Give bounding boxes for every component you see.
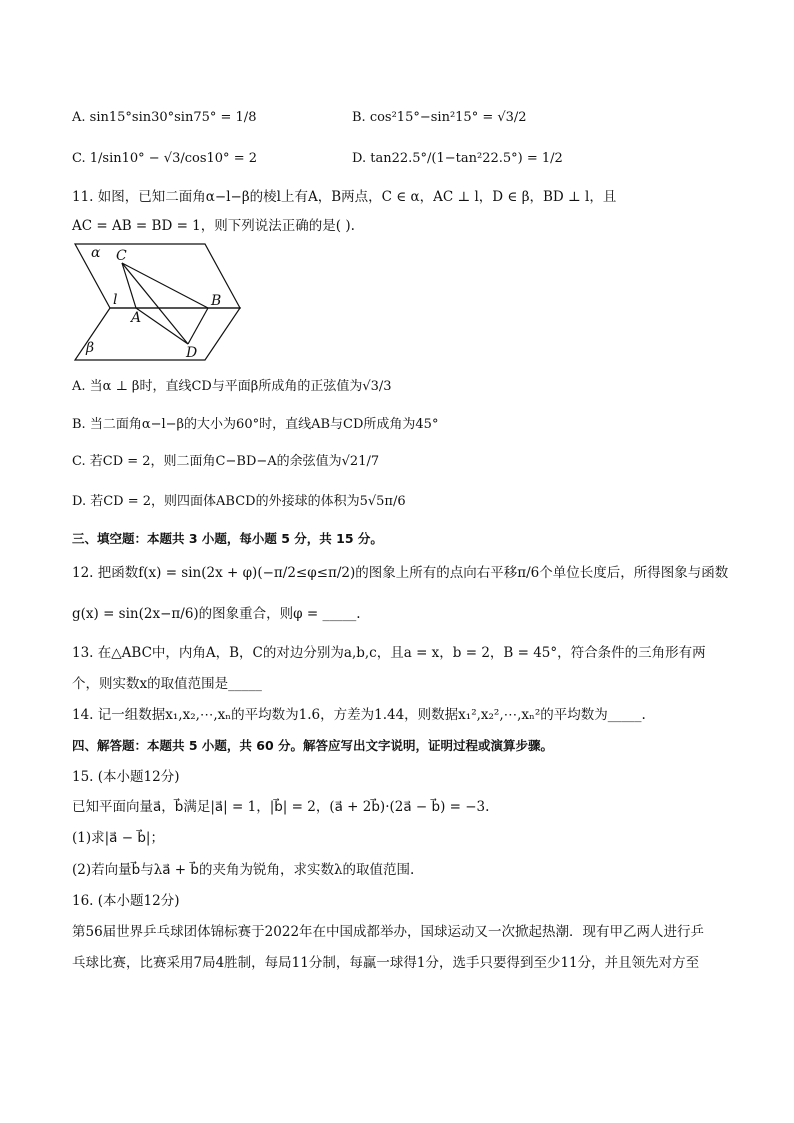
q16-line1: 第56届世界乒乓球团体锦标赛于2022年在中国成都举办，国球运动又一次掀起热潮．现有甲乙两人进行乒 <box>72 924 705 940</box>
q13-line2: 个，则实数x的取值范围是_____ <box>72 676 262 692</box>
q10-option-c: C. 1/sin10° − √3/cos10° = 2 <box>72 151 257 166</box>
section-4-heading: 四、解答题：本题共 5 小题，共 60 分。解答应写出文字说明，证明过程或演算步骤。 <box>72 738 554 753</box>
label-beta: β <box>86 340 95 356</box>
q15-heading: 15. (本小题12分) <box>72 769 180 785</box>
q16-heading: 16. (本小题12分) <box>72 893 180 909</box>
q15-stem: 已知平面向量a⃗，b⃗满足|a⃗| = 1，|b⃗| = 2，(a⃗ + 2b⃗)·(2a⃗ − b⃗) = −3. <box>72 799 490 815</box>
q16-line2: 乓球比赛，比赛采用7局4胜制，每局11分制，每赢一球得1分，选手只要得到至少11分，并且领先对方至 <box>72 955 700 971</box>
q11-option-c: C. 若CD = 2，则二面角C−BD−A的余弦值为√21/7 <box>72 454 380 469</box>
label-alpha: α <box>91 245 101 261</box>
q13-line1: 13. 在△ABC中，内角A，B，C的对边分别为a,b,c，且a = x，b = 2，B = 45°，符合条件的三角形有两 <box>72 645 706 661</box>
plane-beta <box>75 308 240 360</box>
section-3-heading: 三、填空题：本题共 3 小题，每小题 5 分，共 15 分。 <box>72 531 383 546</box>
q11-option-b: B. 当二面角α−l−β的大小为60°时，直线AB与CD所成角为45° <box>72 417 439 432</box>
edge-cb <box>122 263 208 308</box>
q10-option-b: B. cos²15°−sin²15° = √3/2 <box>352 110 527 125</box>
q11-stem-line2: AC = AB = BD = 1，则下列说法正确的是( ). <box>72 218 355 234</box>
label-d: D <box>186 345 198 361</box>
q11-option-d: D. 若CD = 2，则四面体ABCD的外接球的体积为5√5π/6 <box>72 494 406 509</box>
q10-option-d: D. tan22.5°/(1−tan²22.5°) = 1/2 <box>352 151 563 166</box>
edge-cd <box>122 263 188 344</box>
label-l: l <box>113 292 118 308</box>
edge-bd <box>188 308 208 344</box>
q12-line1: 12. 把函数f(x) = sin(2x + φ)(−π/2≤φ≤π/2)的图象上所有的点向右平移π/6个单位长度后，所得图象与函数 <box>72 565 729 581</box>
q10-option-a: A. sin15°sin30°sin75° = 1/8 <box>72 110 257 125</box>
q15-part1: (1)求|a⃗ − b⃗|； <box>72 830 164 846</box>
q12-line2: g(x) = sin(2x−π/6)的图象重合，则φ = _____. <box>72 606 361 622</box>
label-b: B <box>211 293 222 309</box>
q14-line: 14. 记一组数据x₁,x₂,⋯,xₙ的平均数为1.6，方差为1.44，则数据x₁²,x₂²,⋯,xₙ²的平均数为_____. <box>72 707 646 723</box>
label-a: A <box>131 310 142 326</box>
edge-ad <box>136 308 188 344</box>
q15-part2: (2)若向量b⃗与λa⃗ + b⃗的夹角为锐角，求实数λ的取值范围. <box>72 862 415 878</box>
dihedral-angle-figure <box>70 241 246 363</box>
label-c: C <box>116 248 127 264</box>
q11-option-a: A. 当α ⊥ β时，直线CD与平面β所成角的正弦值为√3/3 <box>72 379 392 394</box>
q11-stem-line1: 11. 如图，已知二面角α−l−β的棱l上有A，B两点，C ∈ α，AC ⊥ l，D ∈ β，BD ⊥ l，且 <box>72 189 617 205</box>
